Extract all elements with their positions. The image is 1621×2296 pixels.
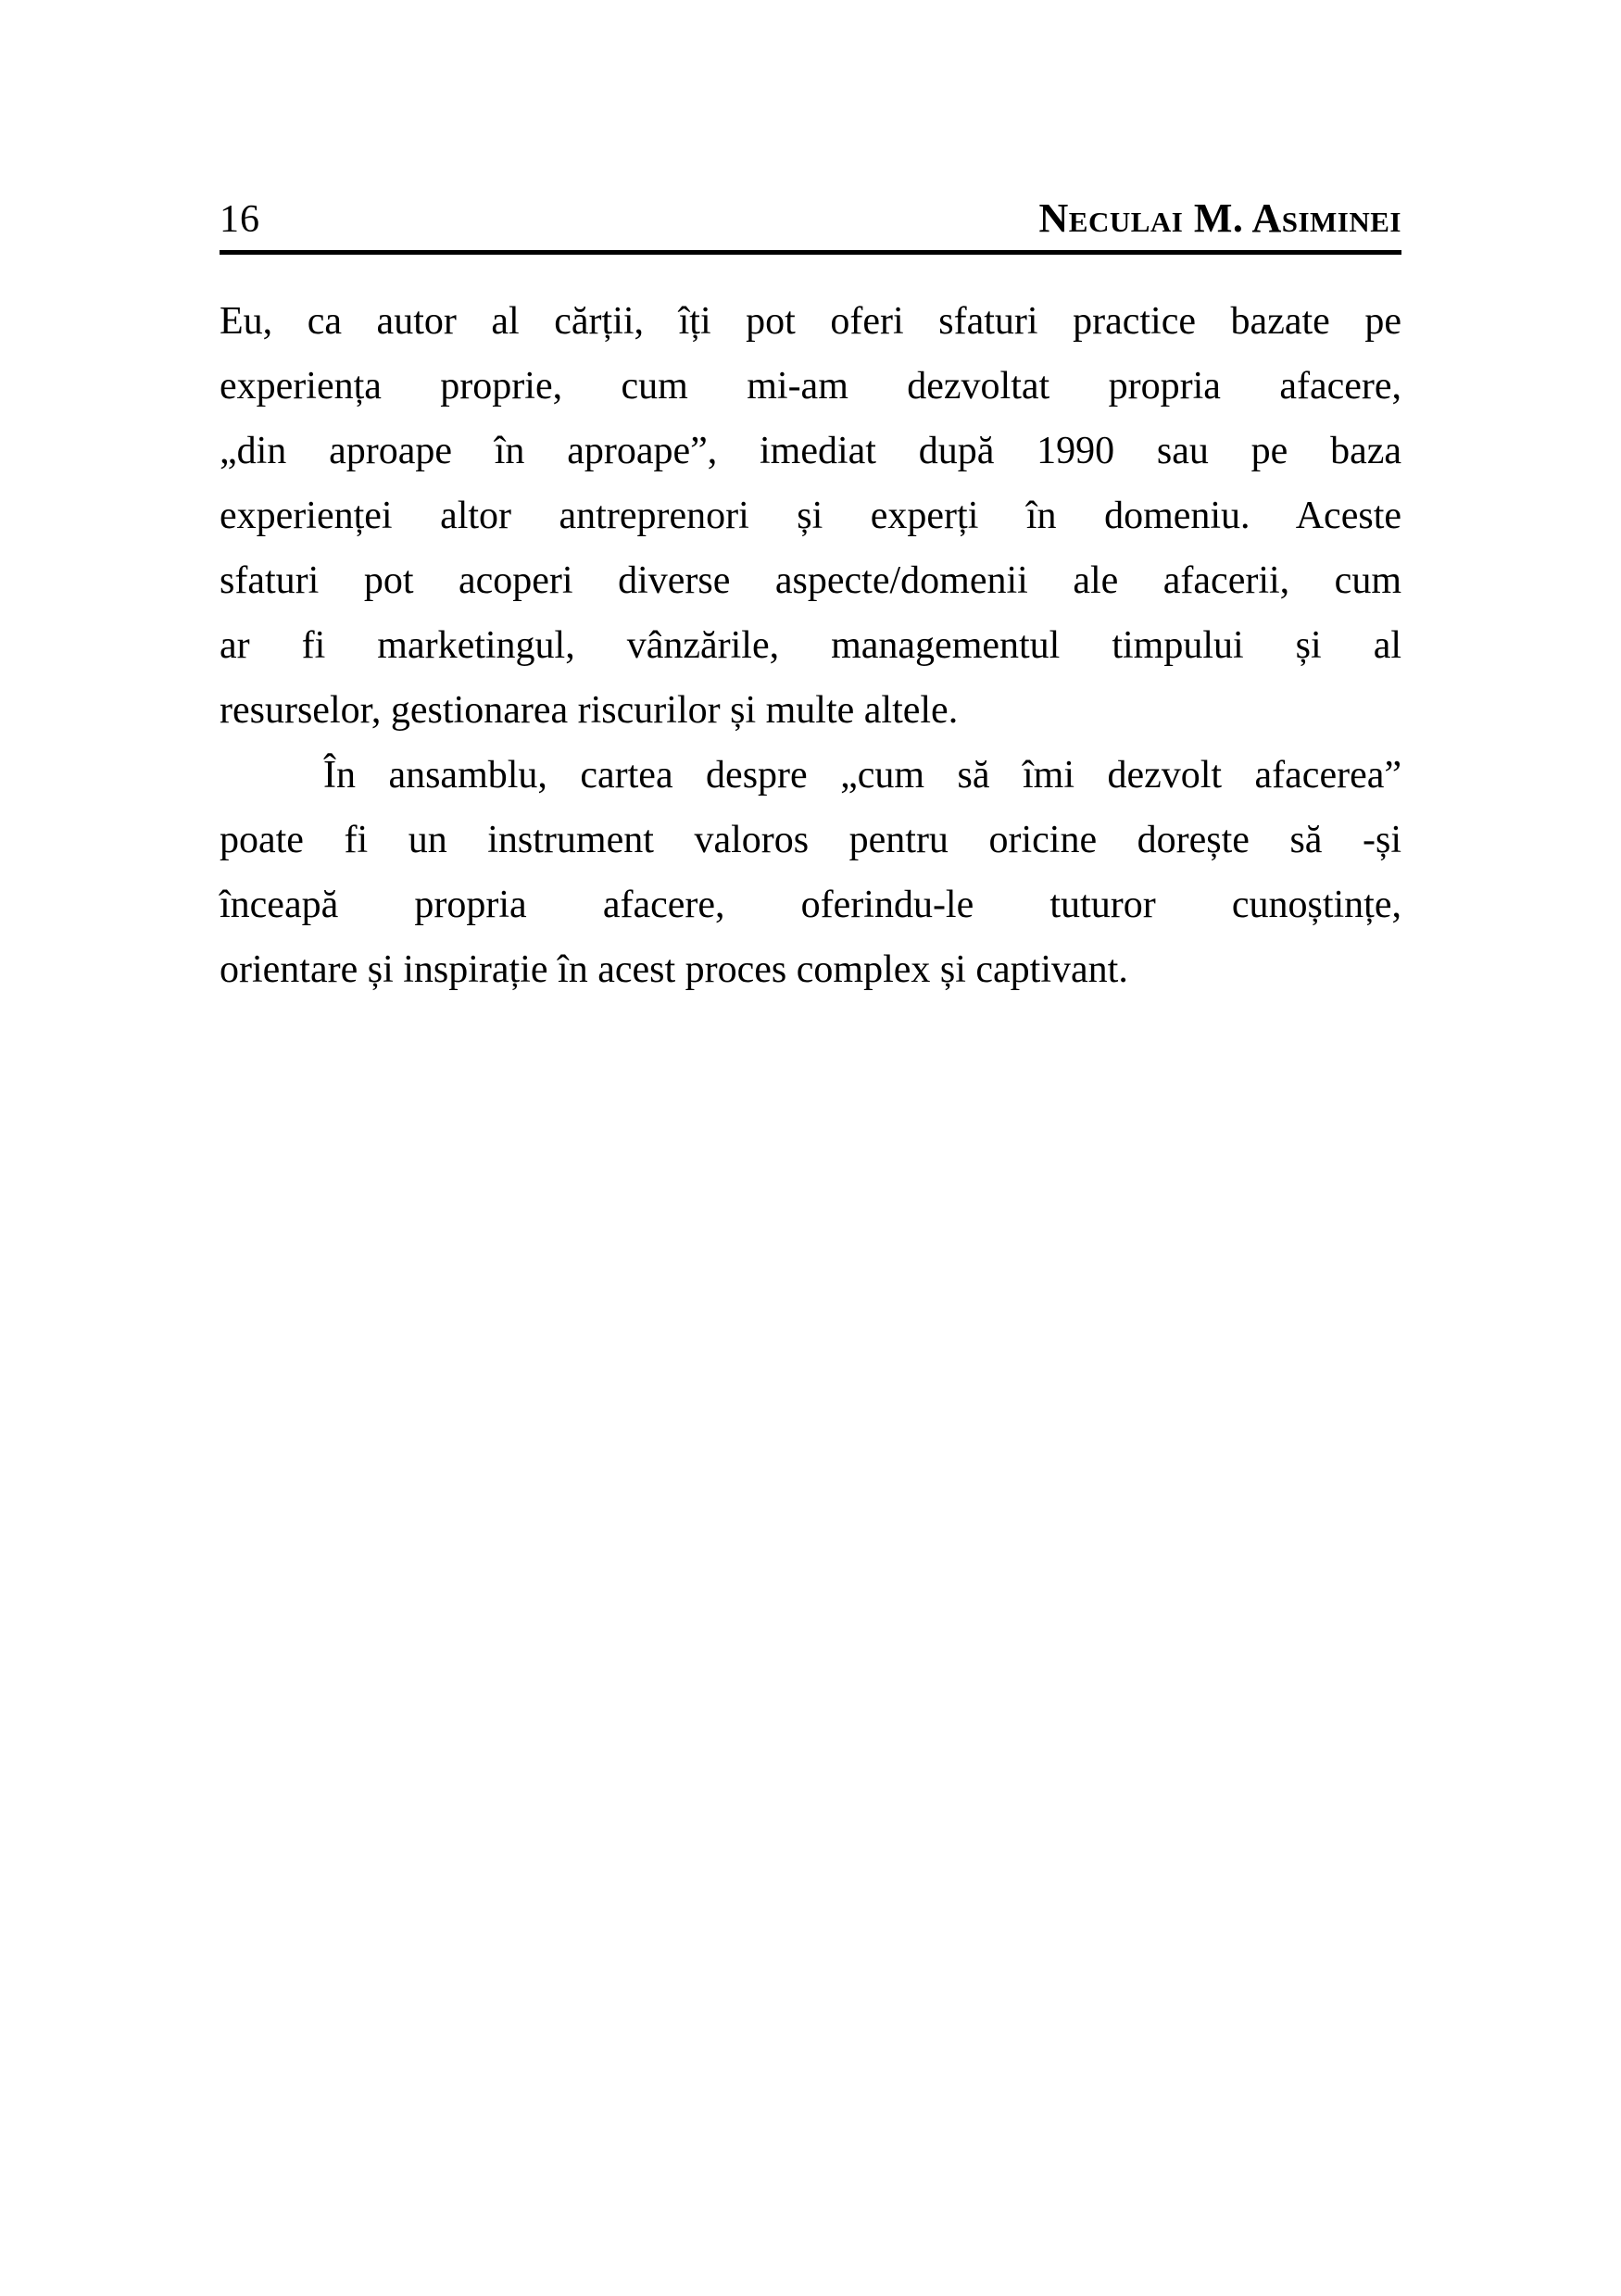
text-line: sfaturi pot acoperi diverse aspecte/domenii ale afacerii, cum xyxy=(220,559,1401,602)
text-line: În ansamblu, cartea despre „cum să îmi dezvolt afacerea” xyxy=(323,754,1401,797)
text-line: ar fi marketingul, vânzările, managementul timpului și al xyxy=(220,624,1401,667)
paragraph xyxy=(220,743,1401,1002)
text-line: experiența proprie, cum mi-am dezvoltat propria afacere, xyxy=(220,365,1401,408)
text-line: orientare și inspirație în acest proces complex și captivant. xyxy=(220,948,1128,991)
text-line: poate fi un instrument valoros pentru oricine dorește să -și xyxy=(220,819,1401,861)
body-text xyxy=(220,289,1401,1002)
text-line: experienței altor antreprenori și experți în domeniu. Aceste xyxy=(220,495,1401,537)
text-line: Eu, ca autor al cărții, îți pot oferi sfaturi practice bazate pe xyxy=(220,300,1401,343)
text-line: resurselor, gestionarea riscurilor și multe altele. xyxy=(220,689,959,732)
paragraph xyxy=(220,289,1401,743)
page-header xyxy=(220,195,1401,255)
running-head-author: Neculai M. Asiminei xyxy=(1038,195,1401,241)
text-line: înceapă propria afacere, oferindu-le tuturor cunoștințe, xyxy=(220,884,1401,926)
text-line: „din aproape în aproape”, imediat după 1990 sau pe baza xyxy=(220,430,1401,472)
page-number: 16 xyxy=(220,198,260,241)
